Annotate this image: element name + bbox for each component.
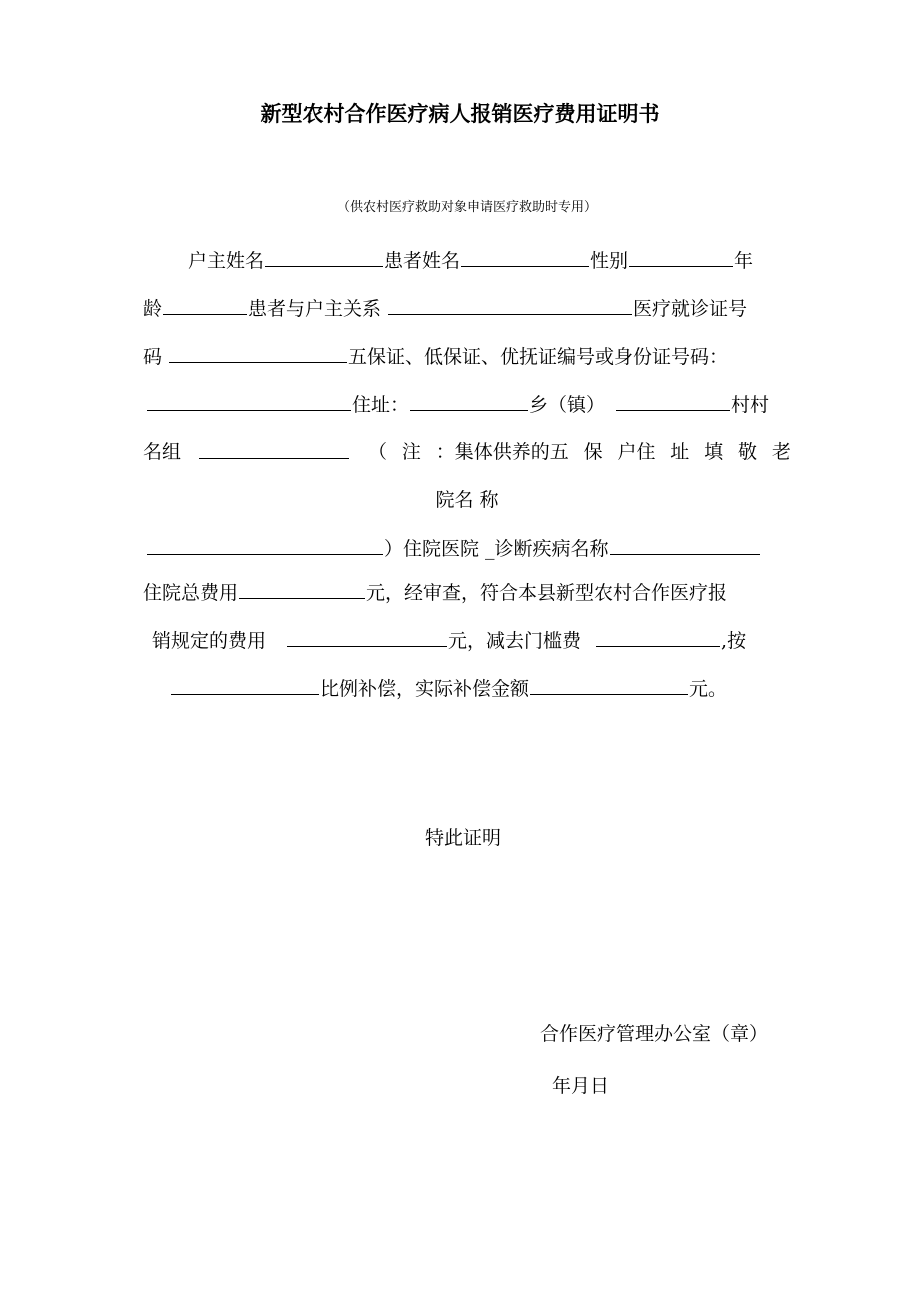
form-line-4	[146, 392, 769, 417]
document-title: 新型农村合作医疗病人报销医疗费用证明书	[260, 101, 660, 126]
certify-text	[425, 826, 501, 850]
form-line-3	[143, 344, 728, 369]
note-part-7: 填	[704, 441, 724, 463]
township-label: 乡（镇）	[529, 394, 606, 416]
patient-name-blank[interactable]	[461, 248, 589, 267]
eligible-cost-label: 销规定的费用	[152, 630, 267, 652]
patient-name-label: 患者姓名	[384, 250, 461, 272]
hospital-diagnosis-label: ）住院医院 _诊断疾病名称	[384, 538, 609, 560]
age-blank[interactable]	[163, 296, 247, 315]
deduct-text: 元，减去门槛费	[448, 630, 582, 652]
deductible-blank[interactable]	[596, 628, 720, 647]
gender-label: 性别	[590, 250, 629, 272]
form-line-5a	[143, 440, 181, 464]
diagnosis-blank[interactable]	[610, 536, 760, 555]
ratio-comp-text: 比例补偿，实际补偿金额	[320, 678, 530, 700]
yuan-end-text: 元。	[689, 678, 728, 700]
village-label-part1: 村村	[731, 394, 770, 416]
note-line-1	[368, 440, 791, 464]
note-part-2: 注	[401, 441, 421, 463]
form-line-10	[170, 676, 727, 701]
document-subtitle: （供农村医疗救助对象申请医疗救助时专用）	[336, 200, 597, 215]
by-ratio-text: ,按	[721, 630, 747, 652]
form-line-8	[143, 580, 727, 605]
ratio-blank[interactable]	[171, 676, 319, 695]
id-numbers-label: 五保证、低保证、优抚证编号或身份证号码：	[348, 346, 729, 368]
household-head-label: 户主姓名	[188, 250, 265, 272]
certify-label: 特此证明	[425, 827, 502, 849]
total-cost-blank[interactable]	[239, 580, 365, 599]
id-numbers-blank[interactable]	[147, 392, 351, 411]
total-cost-label: 住院总费用	[143, 582, 239, 604]
note-line-2	[0, 488, 920, 512]
gender-blank[interactable]	[629, 248, 733, 267]
address-label: 住址：	[352, 394, 410, 416]
note-part-5: 户住	[617, 441, 656, 463]
date-label: 年月日	[552, 1075, 610, 1097]
card-no-blank[interactable]	[169, 344, 347, 363]
relation-blank[interactable]	[388, 296, 632, 315]
household-head-blank[interactable]	[265, 248, 383, 267]
note-part-4: 保	[583, 441, 603, 463]
relation-label: 患者与户主关系	[248, 298, 382, 320]
village-label-part2: 名组	[143, 441, 182, 463]
village-blank[interactable]	[616, 392, 730, 411]
address-township-blank[interactable]	[410, 392, 528, 411]
institution-name-blank[interactable]	[147, 536, 383, 555]
note-part-6: 址	[670, 441, 690, 463]
group-blank[interactable]	[199, 440, 349, 459]
review-text: 元，经审查，符合本县新型农村合作医疗报	[366, 582, 728, 604]
eligible-cost-blank[interactable]	[287, 628, 447, 647]
note-part-8: 敬	[738, 441, 758, 463]
card-no-label-part2: 码	[143, 346, 163, 368]
card-no-label-part1: 医疗就诊证号	[633, 298, 748, 320]
age-label-part1: 年	[734, 250, 754, 272]
form-line-9	[152, 628, 746, 653]
group-blank-wrap	[198, 440, 350, 465]
office-stamp-line	[540, 1022, 768, 1046]
actual-amount-blank[interactable]	[530, 676, 688, 695]
note-part-1: （	[368, 441, 388, 463]
office-label: 合作医疗管理办公室（章）	[540, 1023, 769, 1045]
form-line-7	[146, 536, 761, 561]
date-line	[552, 1074, 609, 1098]
form-line-1	[188, 248, 753, 273]
form-line-2	[143, 296, 747, 321]
note-continuation: 院名 称	[435, 489, 499, 511]
note-part-3: ：集体供养的五	[435, 441, 569, 463]
note-part-9: 老	[771, 441, 791, 463]
age-label-part2: 龄	[143, 298, 163, 320]
